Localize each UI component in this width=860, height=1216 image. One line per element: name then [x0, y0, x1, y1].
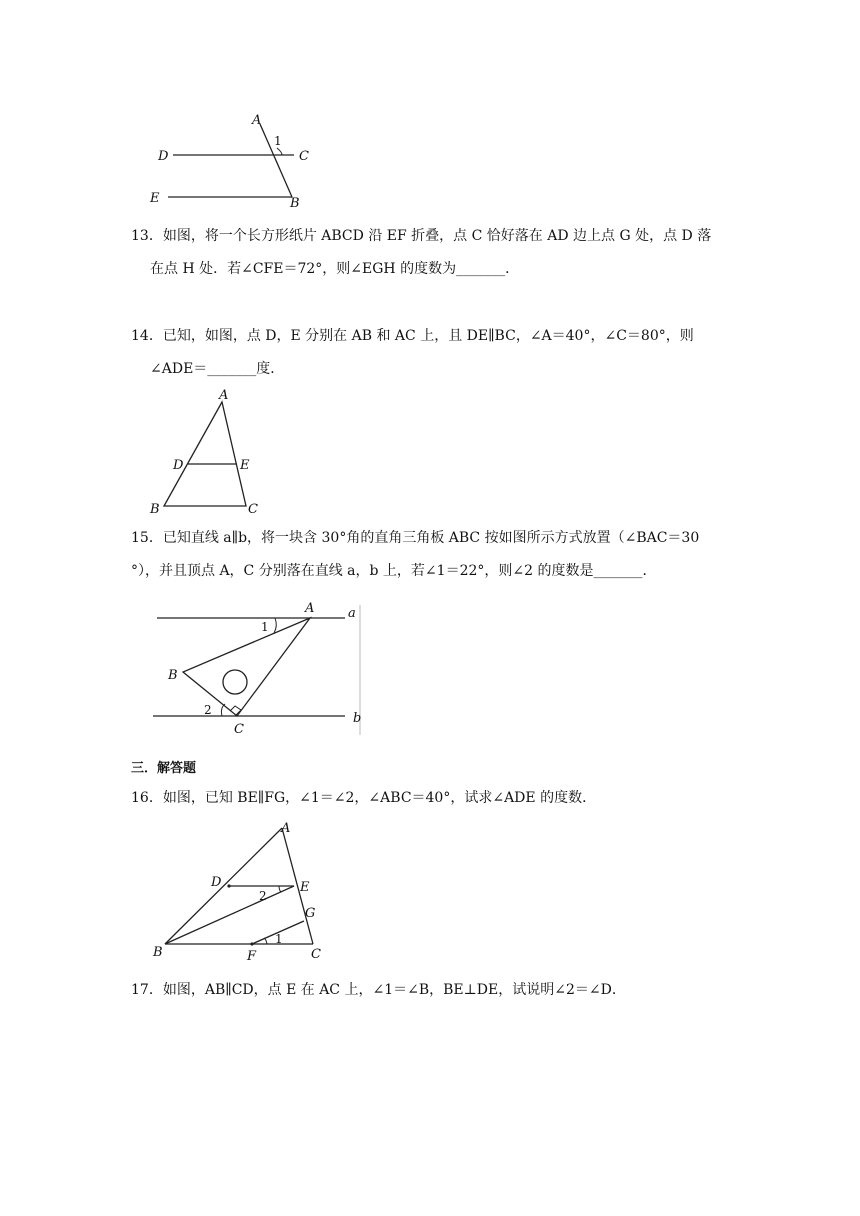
label-E: E: [300, 880, 310, 895]
question-17: [131, 979, 731, 1001]
label-A: A: [252, 113, 262, 128]
label-B: B: [153, 945, 163, 960]
figure-q16-svg: [145, 815, 345, 965]
label-C: C: [299, 149, 309, 164]
question-text-line1: 已知，如图，点 D，E 分别在 AB 和 AC 上，且 DE∥BC，∠A＝40°，∠C＝80°，则: [162, 328, 694, 344]
question-number: 14．: [131, 328, 163, 344]
label-angle-2: 2: [259, 889, 267, 903]
angle-2-arc: [279, 886, 281, 892]
label-B: B: [168, 668, 178, 683]
label-b: b: [353, 711, 362, 726]
label-a: a: [348, 606, 356, 621]
question-number: 13．: [131, 228, 163, 244]
label-B: B: [290, 196, 300, 211]
question-text-line1: 如图，已知 BE∥FG，∠1＝∠2，∠ABC＝40°，试求∠ADE 的度数．: [162, 790, 597, 806]
label-E: E: [150, 191, 160, 206]
figure-q15-svg: [150, 600, 370, 740]
label-E: E: [240, 458, 250, 473]
label-F: F: [247, 949, 257, 964]
question-text-line1: 如图，AB∥CD，点 E 在 AC 上，∠1＝∠B，BE⊥DE，试说明∠2＝∠D．: [162, 982, 626, 998]
figure-q14: [140, 385, 290, 520]
label-G: G: [305, 906, 316, 921]
triangle-abc: [183, 618, 310, 716]
question-text-line2: ∠ADE＝_______度．: [150, 361, 285, 377]
question-13: [131, 225, 731, 280]
label-A: A: [281, 821, 291, 836]
label-D: D: [211, 875, 222, 890]
label-angle-1: 1: [274, 134, 282, 148]
label-A: A: [305, 601, 315, 616]
question-number: 15．: [131, 530, 163, 546]
question-14: [131, 325, 731, 380]
figure-q12-svg: [140, 108, 340, 213]
question-16: [131, 787, 731, 809]
angle-1-arc: [277, 148, 282, 155]
point-f: [250, 942, 253, 945]
label-B: B: [150, 502, 160, 517]
figure-q16: [145, 815, 345, 965]
label-C: C: [311, 947, 321, 962]
label-angle-1: 1: [261, 620, 269, 634]
label-D: D: [173, 458, 184, 473]
question-number: 16．: [131, 790, 163, 806]
question-text-line1: 如图，将一个长方形纸片 ABCD 沿 EF 折叠，点 C 恰好落在 AD 边上点 G 处，点 D 落: [162, 228, 712, 244]
label-angle-1: 1: [275, 932, 283, 946]
question-number: 17．: [131, 982, 163, 998]
section-heading: 三．解答题: [131, 761, 197, 776]
label-D: D: [158, 149, 169, 164]
label-angle-2: 2: [204, 703, 212, 717]
triangle-abc: [164, 402, 246, 506]
figure-q12: [140, 108, 340, 213]
triangle-hole: [223, 670, 247, 694]
question-text-line2: 在点 H 处．若∠CFE＝72°，则∠EGH 的度数为_______．: [150, 261, 520, 277]
label-C: C: [248, 502, 258, 517]
question-text-line1: 已知直线 a∥b，将一块含 30°角的直角三角板 ABC 按如图所示方式放置（∠BAC＝30: [162, 530, 700, 546]
question-15: [131, 527, 731, 582]
angle-1-arc: [274, 618, 276, 633]
point-d: [227, 884, 230, 887]
figure-q14-svg: [140, 385, 290, 520]
label-A: A: [219, 388, 229, 403]
question-text-line2: °），并且顶点 A，C 分别落在直线 a，b 上，若∠1＝22°，则∠2 的度数是_______．: [131, 563, 657, 579]
label-C: C: [234, 722, 244, 737]
angle-1-arc: [264, 938, 267, 944]
figure-q15: [150, 600, 370, 740]
